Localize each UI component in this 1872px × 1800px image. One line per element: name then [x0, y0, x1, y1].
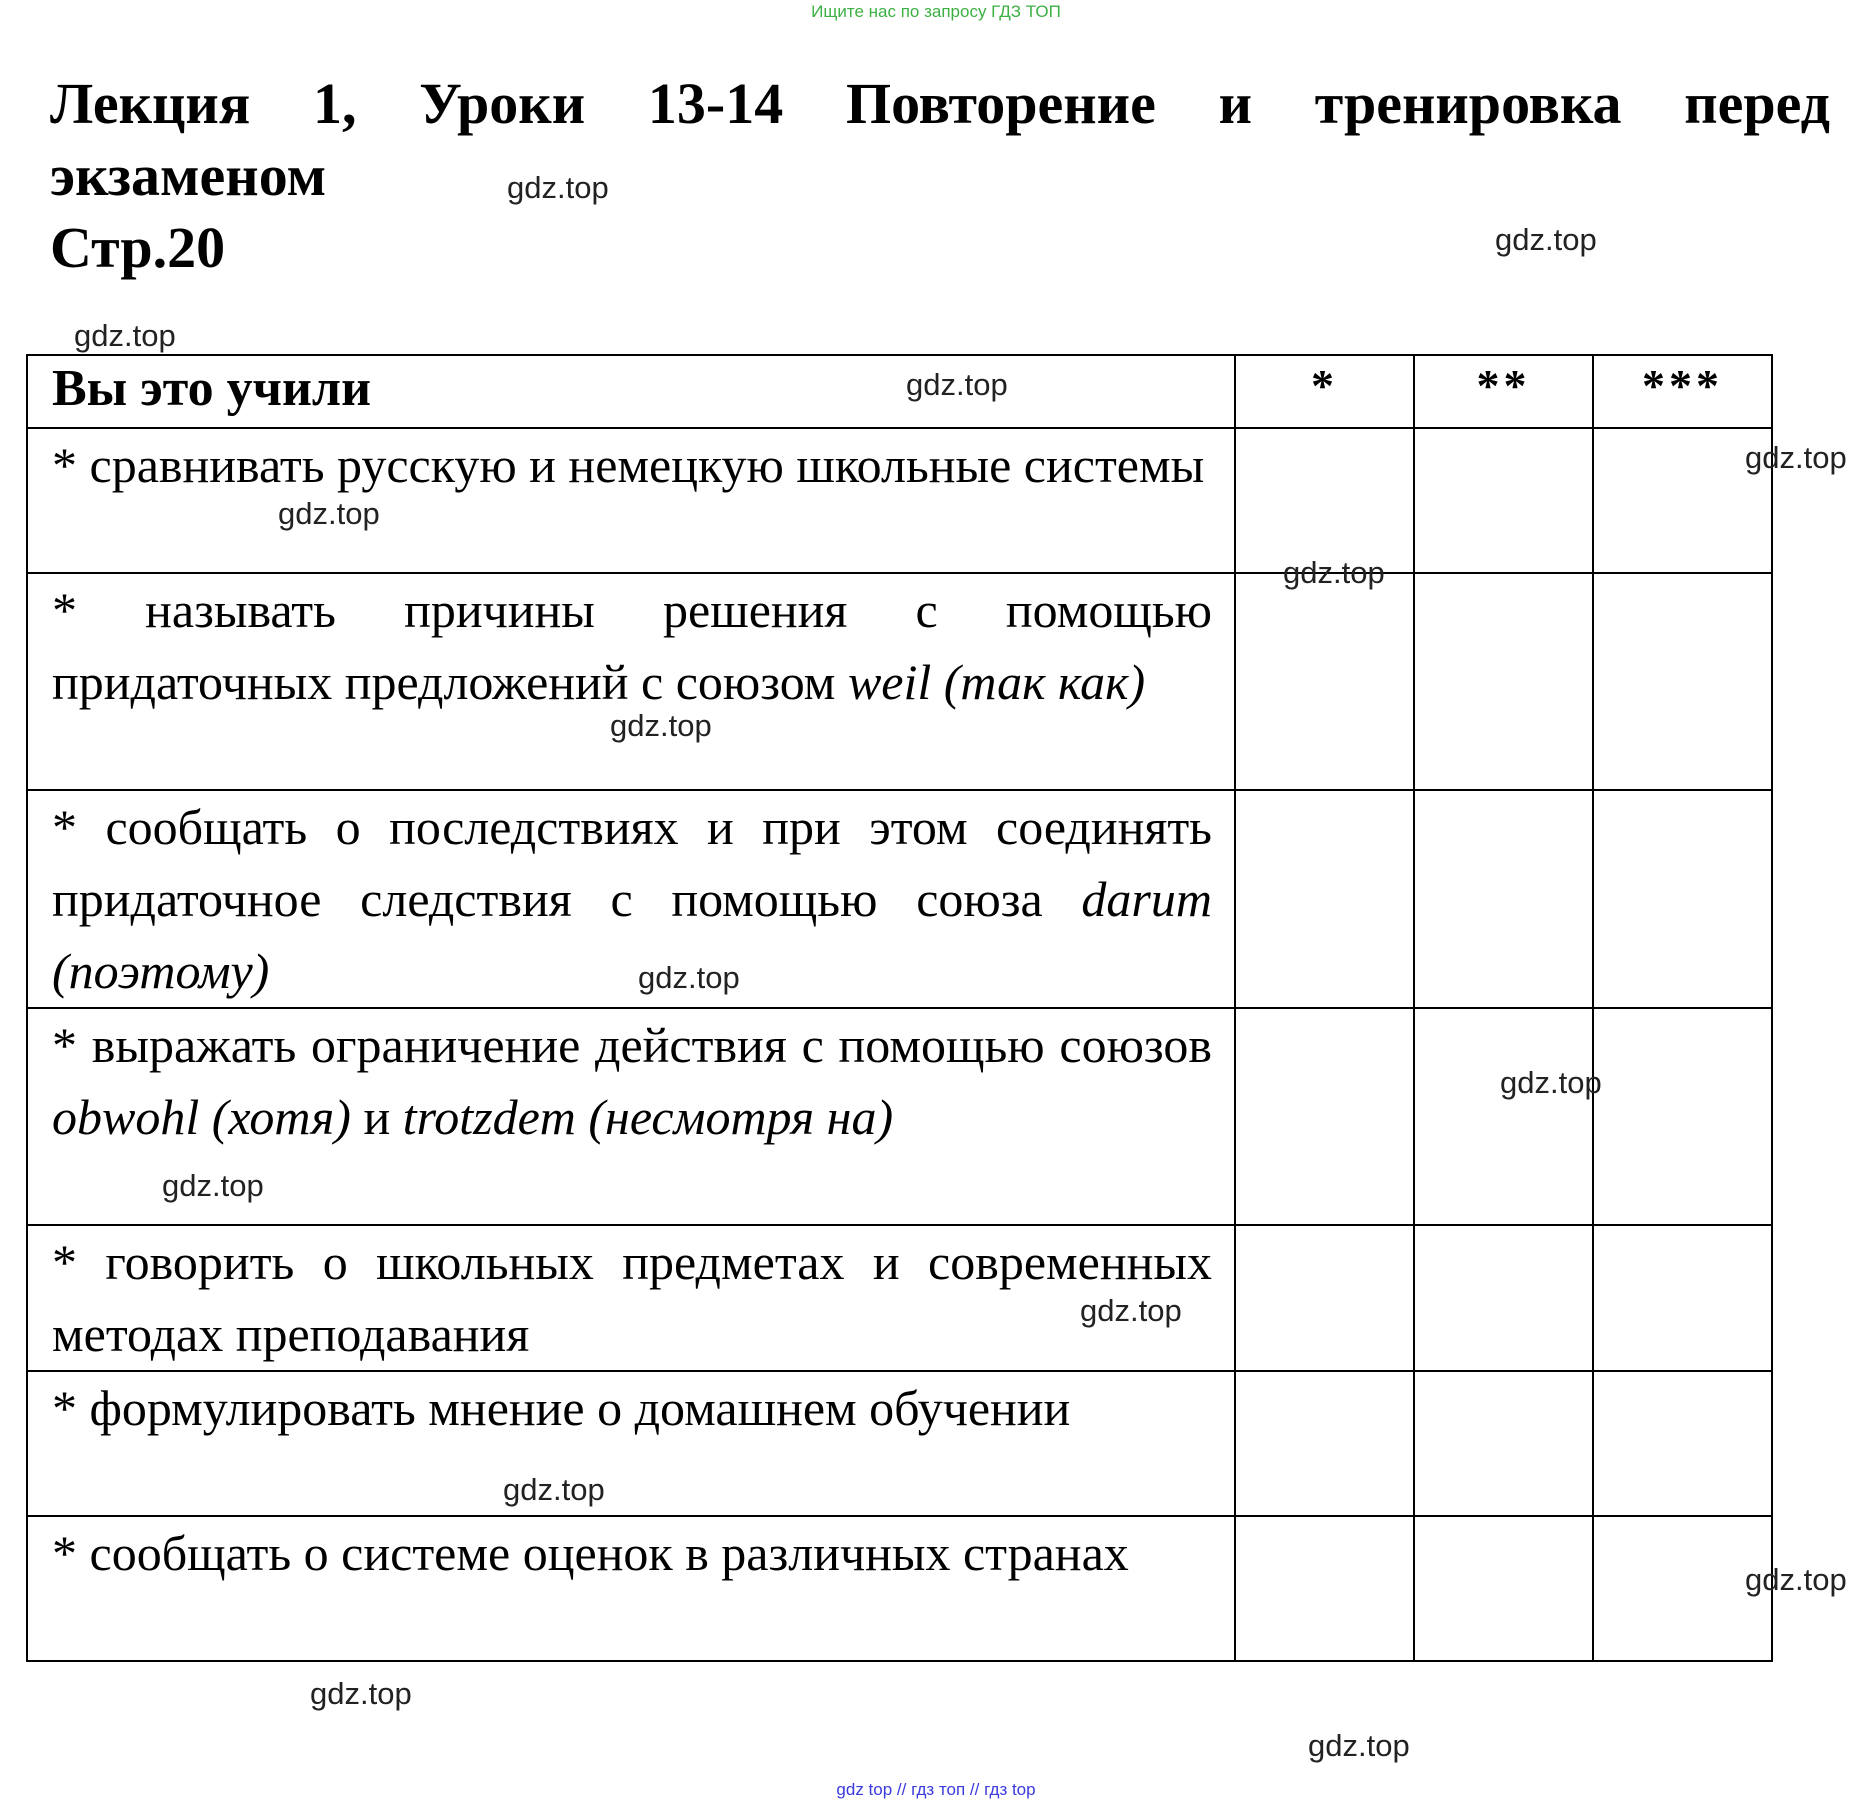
skill-text: * говорить о школьных предметах и современных методах преподавания: [27, 1225, 1235, 1371]
rating-cell-1[interactable]: [1235, 1371, 1414, 1516]
watermark: gdz.top: [503, 1472, 605, 1507]
watermark: gdz.top: [1283, 555, 1385, 590]
bottom-site-note: gdz top // гдз топ // гдз top: [836, 1780, 1036, 1799]
header-level-1: *: [1235, 355, 1414, 428]
watermark: gdz.top: [310, 1676, 412, 1711]
watermark: gdz.top: [1495, 222, 1597, 257]
lecture-title: Лекция 1, Уроки 13-14 Повторение и тренировка перед: [50, 71, 1830, 136]
watermark: gdz.top: [1745, 440, 1847, 475]
lecture-title-continued: экзаменом: [50, 143, 327, 208]
skill-text: * сообщать о последствиях и при этом соединять придаточное следствия с помощью союза darum (поэтому): [27, 790, 1235, 1008]
rating-cell-3[interactable]: [1593, 790, 1772, 1008]
watermark: gdz.top: [1080, 1293, 1182, 1328]
rating-cell-2[interactable]: [1414, 1008, 1593, 1225]
skill-text: * называть причины решения с помощью придаточных предложений с союзом weil (так как): [27, 573, 1235, 790]
watermark: gdz.top: [610, 708, 712, 743]
rating-cell-1[interactable]: [1235, 1008, 1414, 1225]
watermark: gdz.top: [1500, 1065, 1602, 1100]
skill-text: * формулировать мнение о домашнем обучении: [27, 1371, 1235, 1516]
self-assessment-table: [26, 354, 1773, 1662]
table-row: [27, 790, 1772, 1008]
watermark: gdz.top: [507, 170, 609, 205]
header-level-3: ***: [1593, 355, 1772, 428]
rating-cell-1[interactable]: [1235, 790, 1414, 1008]
header-title: Вы это учили: [27, 355, 1235, 428]
rating-cell-3[interactable]: [1593, 1225, 1772, 1371]
table-row: [27, 1008, 1772, 1225]
table-row: [27, 1225, 1772, 1371]
table-row: [27, 1371, 1772, 1516]
skill-text: * сообщать о системе оценок в различных странах: [27, 1516, 1235, 1661]
watermark: gdz.top: [1308, 1728, 1410, 1763]
rating-cell-2[interactable]: [1414, 1225, 1593, 1371]
watermark: gdz.top: [638, 960, 740, 995]
rating-cell-2[interactable]: [1414, 573, 1593, 790]
watermark: gdz.top: [1745, 1562, 1847, 1597]
rating-cell-1[interactable]: [1235, 1516, 1414, 1661]
watermark: gdz.top: [278, 496, 380, 531]
rating-cell-1[interactable]: [1235, 1225, 1414, 1371]
rating-cell-1[interactable]: [1235, 573, 1414, 790]
table-row: [27, 1516, 1772, 1661]
rating-cell-1[interactable]: [1235, 428, 1414, 573]
top-search-note: Ищите нас по запросу ГДЗ ТОП: [811, 2, 1061, 21]
rating-cell-3[interactable]: [1593, 1008, 1772, 1225]
rating-cell-3[interactable]: [1593, 1371, 1772, 1516]
rating-cell-2[interactable]: [1414, 1516, 1593, 1661]
rating-cell-3[interactable]: [1593, 573, 1772, 790]
table-header-row: [27, 355, 1772, 428]
watermark: gdz.top: [162, 1168, 264, 1203]
skill-text: * выражать ограничение действия с помощью союзов obwohl (хотя) и trotzdem (несмотря на): [27, 1008, 1235, 1225]
header-level-2: **: [1414, 355, 1593, 428]
skill-text: * сравнивать русскую и немецкую школьные системы: [27, 428, 1235, 573]
page-number: Стр.20: [50, 215, 226, 280]
watermark: gdz.top: [74, 318, 176, 353]
rating-cell-2[interactable]: [1414, 790, 1593, 1008]
watermark: gdz.top: [906, 367, 1008, 402]
rating-cell-2[interactable]: [1414, 1371, 1593, 1516]
rating-cell-2[interactable]: [1414, 428, 1593, 573]
table-row: [27, 573, 1772, 790]
